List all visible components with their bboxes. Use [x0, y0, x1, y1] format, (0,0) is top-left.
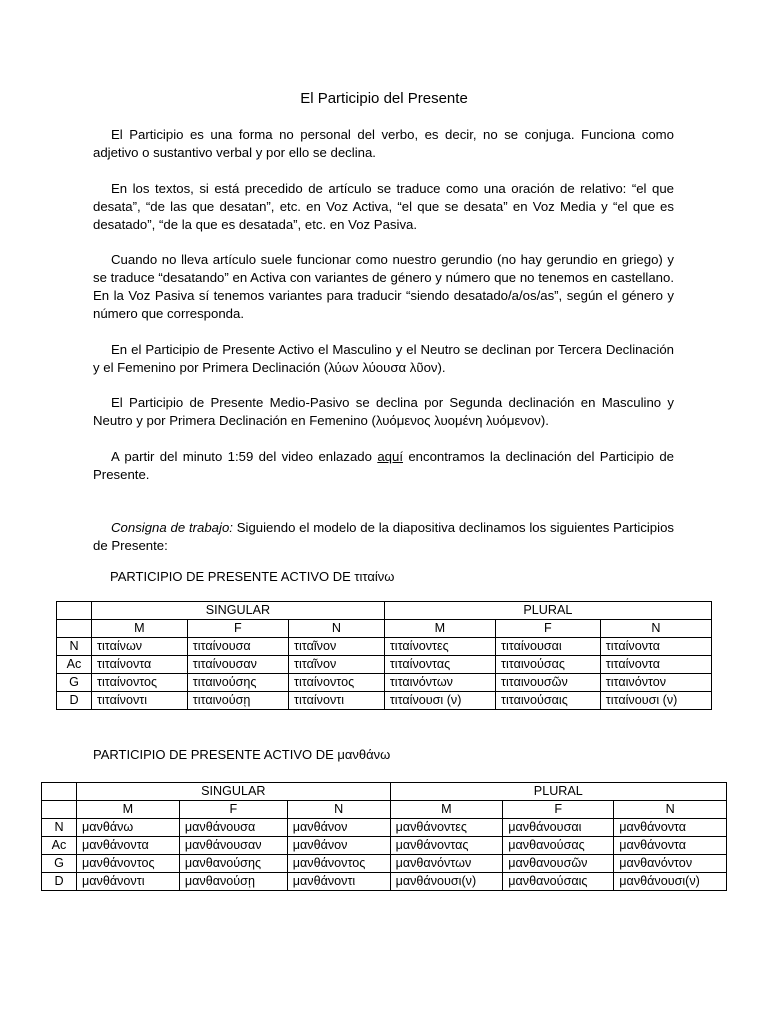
singular-header: SINGULAR [92, 602, 385, 620]
table-header-row [57, 602, 712, 620]
table-row [57, 656, 712, 674]
paragraph-text: encontramos la declinación del Participio de Presente. [93, 449, 674, 482]
case-label: N [42, 819, 77, 837]
table-cell: τιταίνοντας [384, 656, 495, 674]
gender-header: F [179, 801, 287, 819]
case-label: Ac [57, 656, 92, 674]
table-cell: μανθάνοντος [287, 855, 390, 873]
gender-header: N [614, 801, 727, 819]
table-cell: μανθανόντον [614, 855, 727, 873]
table-cell: τιταινούσαις [496, 692, 601, 710]
table-cell: μανθάνουσι(ν) [614, 873, 727, 891]
paragraph-article-usage [93, 180, 674, 234]
table-cell: μανθάνω [77, 819, 180, 837]
gender-header: F [187, 620, 288, 638]
table-cell: μανθανούσας [503, 837, 614, 855]
paragraph-text: A partir del minuto 1:59 del video enlazado [111, 449, 378, 464]
table-row [57, 638, 712, 656]
paragraph-definition [93, 126, 674, 162]
assignment-label: Consigna de trabajo: [111, 520, 233, 535]
table-cell: τιταίνοντι [92, 692, 188, 710]
gender-header: N [287, 801, 390, 819]
case-label: G [57, 674, 92, 692]
table-cell: μανθάνοντα [614, 819, 727, 837]
case-label: Ac [42, 837, 77, 855]
table-cell: τιταίνοντος [289, 674, 385, 692]
declension-table-titaino [56, 601, 712, 710]
table-cell: τιταίνοντα [600, 638, 711, 656]
table-cell: τιταίνοντα [600, 656, 711, 674]
table-row [57, 692, 712, 710]
table-row [57, 674, 712, 692]
paragraph-video-reference [93, 448, 674, 484]
case-label: G [42, 855, 77, 873]
table-row [42, 819, 727, 837]
table-cell: μανθάνουσαι [503, 819, 614, 837]
table-row [42, 837, 727, 855]
case-label: D [57, 692, 92, 710]
table-cell: τιταίνοντος [92, 674, 188, 692]
paragraph-text: En los textos, si está precedido de artículo se traduce como una oración de relativo: “el que desata”, “de las que desatan”, etc. en Voz Activa, “el que se desata” en Voz Media y “el que es desatado”, “de la que es desatada”, etc. en Voz Pasiva. [93, 181, 674, 232]
table-cell: μανθάνοντες [390, 819, 503, 837]
table-cell: τιταῖνον [289, 638, 385, 656]
gender-header: M [92, 620, 188, 638]
paragraph-active-declension [93, 341, 674, 377]
table-cell: τιταινόντων [384, 674, 495, 692]
gender-header: N [600, 620, 711, 638]
paragraph-gerund-usage [93, 251, 674, 323]
table-cell: τιταίνουσαν [187, 656, 288, 674]
table-cell: μανθάνοντα [77, 837, 180, 855]
gender-row [57, 620, 712, 638]
table-cell: μανθάνον [287, 837, 390, 855]
table-cell: μανθανούσῃ [179, 873, 287, 891]
paragraph-mediopassive-declension [93, 394, 674, 430]
table-cell: μανθάνοντα [614, 837, 727, 855]
gender-header: N [289, 620, 385, 638]
table1-heading: PARTICIPIO DE PRESENTE ACTIVO DE τιταίνω [110, 569, 395, 584]
gender-header: M [77, 801, 180, 819]
table-cell: μανθάνουσι(ν) [390, 873, 503, 891]
corner-cell [42, 801, 77, 819]
table-cell: τιταίνοντι [289, 692, 385, 710]
corner-cell [42, 783, 77, 801]
table-header-row [42, 783, 727, 801]
table-cell: μανθανούσης [179, 855, 287, 873]
gender-header: F [496, 620, 601, 638]
table-cell: τιταίνοντα [92, 656, 188, 674]
gender-row [42, 801, 727, 819]
gender-header: M [384, 620, 495, 638]
table-cell: τιταίνουσι (ν) [384, 692, 495, 710]
declension-table-manthano [41, 782, 727, 891]
table2-heading: PARTICIPIO DE PRESENTE ACTIVO DE μανθάνω [93, 747, 391, 762]
plural-header: PLURAL [390, 783, 726, 801]
table-cell: τιταινόντον [600, 674, 711, 692]
table-cell: μανθανόντων [390, 855, 503, 873]
table-cell: τιταίνων [92, 638, 188, 656]
corner-cell [57, 620, 92, 638]
paragraph-text: En el Participio de Presente Activo el Masculino y el Neutro se declinan por Tercera Declinación y el Femenino por Primera Declinación (λύων λύουσα λῦον). [93, 342, 674, 375]
table-cell: τιταινούσης [187, 674, 288, 692]
table-cell: μανθανούσαις [503, 873, 614, 891]
table-cell: μανθάνουσαν [179, 837, 287, 855]
case-label: D [42, 873, 77, 891]
plural-header: PLURAL [384, 602, 711, 620]
paragraph-text: Siguiendo el modelo de la diapositiva declinamos los siguientes Participios de Presente: [93, 520, 675, 553]
table-cell: μανθάνοντος [77, 855, 180, 873]
table-cell: τιταίνουσαι [496, 638, 601, 656]
gender-header: F [503, 801, 614, 819]
video-link[interactable]: aquí [377, 449, 403, 464]
paragraph-assignment [93, 519, 674, 555]
table-cell: τιταίνουσι (ν) [600, 692, 711, 710]
table-cell: μανθάνοντι [287, 873, 390, 891]
paragraph-text: El Participio es una forma no personal del verbo, es decir, no se conjuga. Funciona como adjetivo o sustantivo verbal y por ello se declina. [93, 127, 674, 160]
table-row [42, 855, 727, 873]
singular-header: SINGULAR [77, 783, 391, 801]
table-cell: τιταίνοντες [384, 638, 495, 656]
case-label: N [57, 638, 92, 656]
table-cell: μανθάνοντας [390, 837, 503, 855]
table-cell: τιταινούσῃ [187, 692, 288, 710]
table-cell: μανθάνον [287, 819, 390, 837]
table-row [42, 873, 727, 891]
table-cell: μανθανουσῶν [503, 855, 614, 873]
table-cell: μανθάνουσα [179, 819, 287, 837]
table-cell: τιταῖνον [289, 656, 385, 674]
page-title: El Participio del Presente [300, 90, 468, 107]
table-cell: τιταίνουσα [187, 638, 288, 656]
table-cell: τιταινουσῶν [496, 674, 601, 692]
corner-cell [57, 602, 92, 620]
paragraph-text: El Participio de Presente Medio-Pasivo se declina por Segunda declinación en Masculino y Neutro y por Primera Declinación en Femenino (λυόμενος λυομένη λυόμενον). [93, 395, 674, 428]
table-cell: τιταινούσας [496, 656, 601, 674]
gender-header: M [390, 801, 503, 819]
table-cell: μανθάνοντι [77, 873, 180, 891]
paragraph-text: Cuando no lleva artículo suele funcionar como nuestro gerundio (no hay gerundio en griego) y se traduce “desatando” en Activa con variantes de género y número que no tenemos en castellano. En la Voz Pasiva sí tenemos variantes para traducir “siendo desatado/a/os/as”, según el género y número que corresponda. [93, 252, 674, 321]
